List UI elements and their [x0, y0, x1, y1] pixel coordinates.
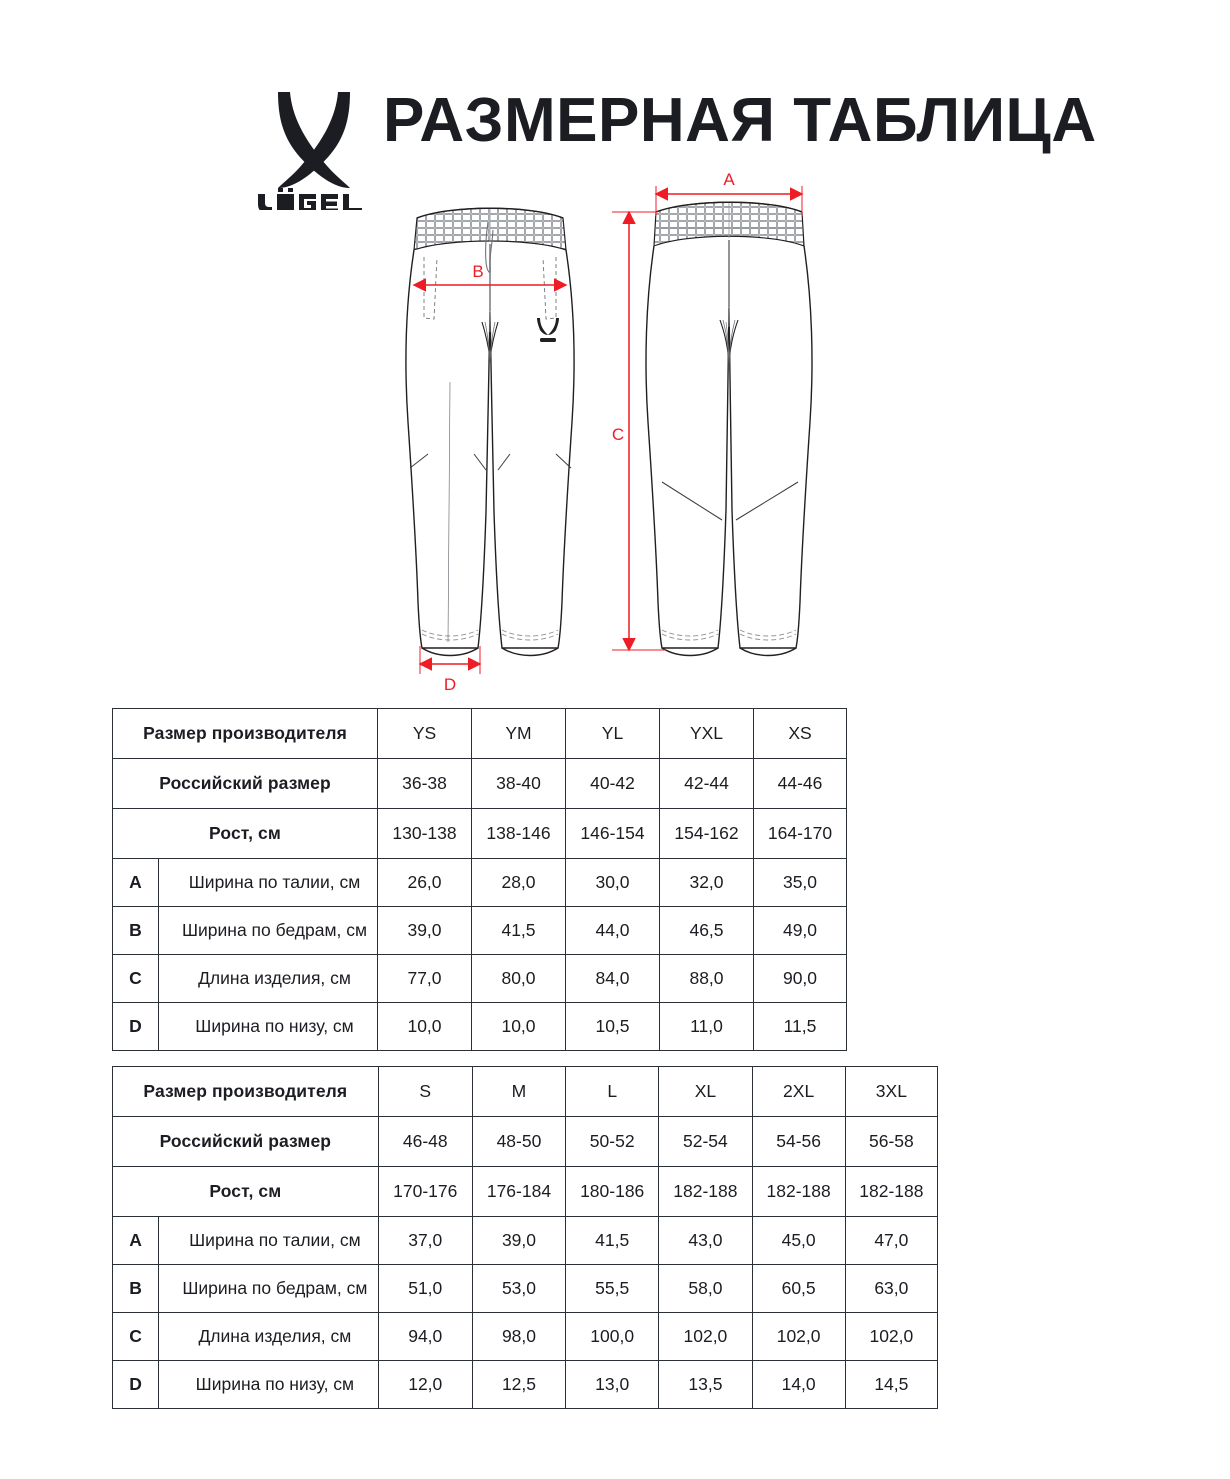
table-cell: 14,5	[845, 1361, 937, 1409]
table-cell: 77,0	[378, 955, 472, 1003]
table-cell: 164-170	[754, 809, 847, 859]
measure-letter: C	[113, 955, 159, 1003]
table-cell: 44,0	[566, 907, 660, 955]
table-cell: 36-38	[378, 759, 472, 809]
table-cell: YXL	[660, 709, 754, 759]
table-cell: 100,0	[566, 1313, 659, 1361]
measure-letter: B	[113, 907, 159, 955]
measure-label: Ширина по низу, см	[159, 1361, 379, 1409]
page-title: РАЗМЕРНАЯ ТАБЛИЦА	[383, 86, 1097, 155]
row-header-label: Российский размер	[113, 1117, 379, 1167]
table-cell: 10,0	[378, 1003, 472, 1051]
measure-label: Ширина по низу, см	[159, 1003, 378, 1051]
row-header-label: Российский размер	[113, 759, 378, 809]
table-cell: 102,0	[752, 1313, 845, 1361]
pants-front-view	[406, 208, 574, 655]
table-row	[113, 907, 847, 955]
table-cell: 51,0	[378, 1265, 472, 1313]
table-cell: 40-42	[566, 759, 660, 809]
measure-marker-d	[420, 646, 480, 694]
table-row	[113, 1117, 938, 1167]
measure-label: Длина изделия, см	[159, 955, 378, 1003]
table-cell: 39,0	[378, 907, 472, 955]
table-row	[113, 1361, 938, 1409]
table-row	[113, 955, 847, 1003]
table-row	[113, 1167, 938, 1217]
table-cell: 13,0	[566, 1361, 659, 1409]
measure-label-b: B	[472, 262, 484, 281]
table-row	[113, 759, 847, 809]
table-cell: 14,0	[752, 1361, 845, 1409]
table-cell: 154-162	[660, 809, 754, 859]
table-cell: YS	[378, 709, 472, 759]
table-row	[113, 1265, 938, 1313]
table-cell: 32,0	[660, 859, 754, 907]
table-cell: 58,0	[659, 1265, 752, 1313]
table-cell: 90,0	[754, 955, 847, 1003]
measure-letter: A	[113, 1217, 159, 1265]
table-cell: 30,0	[566, 859, 660, 907]
table-cell: 42-44	[660, 759, 754, 809]
table-cell: L	[566, 1067, 659, 1117]
table-row	[113, 1313, 938, 1361]
table-cell: 88,0	[660, 955, 754, 1003]
table-cell: 50-52	[566, 1117, 659, 1167]
measure-letter: A	[113, 859, 159, 907]
table-cell: 38-40	[472, 759, 566, 809]
measure-label: Ширина по талии, см	[159, 1217, 379, 1265]
table-cell: 63,0	[845, 1265, 937, 1313]
table-cell: 182-188	[752, 1167, 845, 1217]
table-row	[113, 1067, 938, 1117]
table-cell: 2XL	[752, 1067, 845, 1117]
table-row	[113, 1003, 847, 1051]
table-row	[113, 1217, 938, 1265]
table-cell: 170-176	[378, 1167, 472, 1217]
table-cell: 182-188	[845, 1167, 937, 1217]
table-cell: 41,5	[566, 1217, 659, 1265]
table-cell: 98,0	[472, 1313, 565, 1361]
table-cell: 11,5	[754, 1003, 847, 1051]
table-cell: 39,0	[472, 1217, 565, 1265]
table-cell: 49,0	[754, 907, 847, 955]
youth-size-table	[112, 708, 847, 1051]
measure-letter: B	[113, 1265, 159, 1313]
table-row	[113, 809, 847, 859]
adult-size-table	[112, 1066, 938, 1409]
table-cell: 28,0	[472, 859, 566, 907]
table-cell: 37,0	[378, 1217, 472, 1265]
measure-letter: D	[113, 1003, 159, 1051]
table-cell: 55,5	[566, 1265, 659, 1313]
table-cell: 180-186	[566, 1167, 659, 1217]
table-cell: 43,0	[659, 1217, 752, 1265]
measure-letter: C	[113, 1313, 159, 1361]
table-cell: 130-138	[378, 809, 472, 859]
row-header-label: Рост, см	[113, 1167, 379, 1217]
table-cell: 176-184	[472, 1167, 565, 1217]
table-cell: 46,5	[660, 907, 754, 955]
table-cell: 60,5	[752, 1265, 845, 1313]
table-row	[113, 709, 847, 759]
table-cell: 53,0	[472, 1265, 565, 1313]
table-cell: 44-46	[754, 759, 847, 809]
row-header-label: Рост, см	[113, 809, 378, 859]
table-cell: 11,0	[660, 1003, 754, 1051]
table-cell: 47,0	[845, 1217, 937, 1265]
table-cell: YL	[566, 709, 660, 759]
technical-drawing	[390, 172, 860, 697]
table-cell: 35,0	[754, 859, 847, 907]
table-cell: 45,0	[752, 1217, 845, 1265]
measure-label: Ширина по талии, см	[159, 859, 378, 907]
table-cell: 41,5	[472, 907, 566, 955]
table-cell: XL	[659, 1067, 752, 1117]
table-cell: 84,0	[566, 955, 660, 1003]
table-cell: M	[472, 1067, 565, 1117]
table-cell: 13,5	[659, 1361, 752, 1409]
measure-label: Длина изделия, см	[159, 1313, 379, 1361]
jogel-crossed-strokes-logo	[258, 88, 370, 210]
measure-label-c: C	[611, 425, 625, 444]
table-cell: S	[378, 1067, 472, 1117]
table-cell: 26,0	[378, 859, 472, 907]
measure-letter: D	[113, 1361, 159, 1409]
table-cell: 46-48	[378, 1117, 472, 1167]
table-cell: 94,0	[378, 1313, 472, 1361]
table-cell: 146-154	[566, 809, 660, 859]
table-cell: XS	[754, 709, 847, 759]
table-row	[113, 859, 847, 907]
measure-label-d: D	[443, 675, 457, 694]
pants-back-view	[646, 202, 812, 655]
table-cell: 102,0	[659, 1313, 752, 1361]
table-cell: 12,0	[378, 1361, 472, 1409]
table-cell: 80,0	[472, 955, 566, 1003]
table-cell: 48-50	[472, 1117, 565, 1167]
measure-label: Ширина по бедрам, см	[159, 907, 378, 955]
table-cell: 54-56	[752, 1117, 845, 1167]
table-cell: 10,0	[472, 1003, 566, 1051]
table-cell: 12,5	[472, 1361, 565, 1409]
table-cell: 52-54	[659, 1117, 752, 1167]
table-cell: 10,5	[566, 1003, 660, 1051]
table-cell: YM	[472, 709, 566, 759]
table-cell: 3XL	[845, 1067, 937, 1117]
table-cell: 56-58	[845, 1117, 937, 1167]
row-header-label: Размер производителя	[113, 709, 378, 759]
measure-label-a: A	[723, 172, 735, 189]
table-cell: 138-146	[472, 809, 566, 859]
table-cell: 182-188	[659, 1167, 752, 1217]
table-cell: 102,0	[845, 1313, 937, 1361]
measure-label: Ширина по бедрам, см	[159, 1265, 379, 1313]
row-header-label: Размер производителя	[113, 1067, 379, 1117]
